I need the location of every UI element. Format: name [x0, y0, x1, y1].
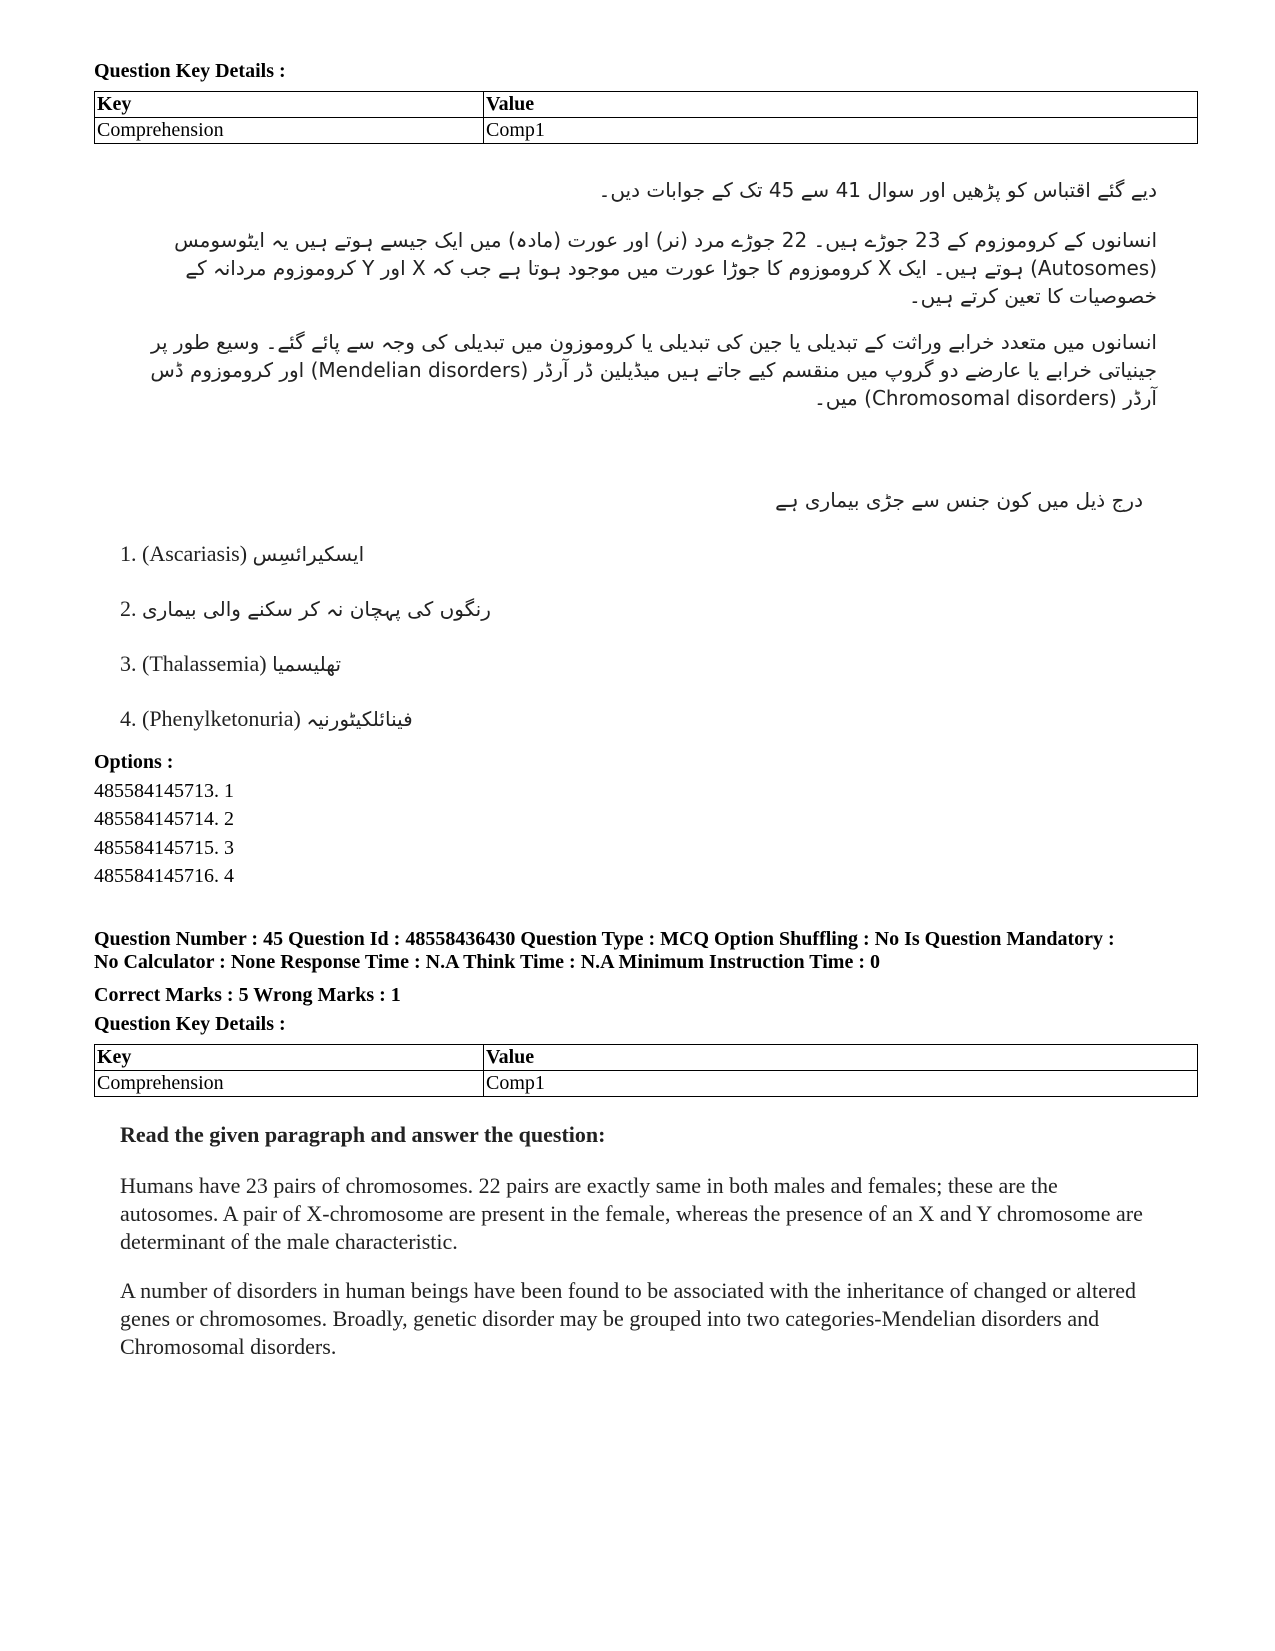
choice-number: 4. — [120, 706, 137, 731]
choice-latin: (Thalassemia) — [142, 651, 267, 676]
urdu-paragraph-2: انسانوں میں متعدد خرابے وراثت کے تبدیلی یا جین کی تبدیلی یا کروموزون میں تبدیلی کی وجہ سے پائے گئے۔ وسیع طور پر جینیاتی خرابے یا عارضے دو گروپ میں منقسم کیے جاتے ہیں میڈیلین ڈر آرڈر (Mendelian disorders) اور کروموزوم ڈس آرڈر (Chromosomal disorders) میں۔ — [150, 330, 1157, 410]
question-meta-line-2: No Calculator : None Response Time : N.A Think Time : N.A Minimum Instruction Time : 0 — [94, 951, 880, 973]
table-cell-key: Comprehension — [95, 118, 484, 144]
choice-urdu: فینائلکیٹورنیہ — [306, 707, 413, 731]
options-block — [94, 748, 234, 891]
choice-urdu: رنگوں کی پہچان نہ کر سکنے والی بیماری — [142, 597, 491, 621]
key-details-label: Question Key Details : — [94, 60, 286, 82]
urdu-instruction: دیے گئے اقتباس کو پڑھیں اور سوال 41 سے 45 تک کے جوابات دیں۔ — [598, 178, 1157, 202]
table-header-value: Value — [484, 1045, 1198, 1071]
choice-latin: (Ascariasis) — [142, 541, 248, 566]
question-meta-line-1: Question Number : 45 Question Id : 48558436430 Question Type : MCQ Option Shuffling : No Is Question Mandatory : — [94, 928, 1115, 950]
table-cell-key: Comprehension — [95, 1071, 484, 1097]
key-details-table — [94, 91, 1198, 144]
choice-latin: (Phenylketonuria) — [142, 706, 301, 731]
english-instruction: Read the given paragraph and answer the question: — [120, 1122, 606, 1147]
english-paragraph-2: A number of disorders in human beings have been found to be associated with the inheritance of changed or altered genes or chromosomes. Broadly, genetic disorder may be grouped into two categories-Mendelian disorders and Chromosomal disorders. — [120, 1278, 1136, 1359]
key-details-table — [94, 1044, 1198, 1097]
marks-line: Correct Marks : 5 Wrong Marks : 1 — [94, 984, 401, 1006]
table-header-key: Key — [95, 1045, 484, 1071]
options-label: Options : — [94, 751, 174, 773]
choice-number: 1. — [120, 541, 137, 566]
table-cell-value: Comp1 — [484, 118, 1198, 144]
choice-number: 2. — [120, 596, 137, 621]
table-row — [95, 118, 1198, 144]
key-details-label: Question Key Details : — [94, 1013, 286, 1035]
option-item: 485584145715. 3 — [94, 836, 234, 859]
option-item: 485584145716. 4 — [94, 865, 234, 887]
answer-choice — [120, 644, 491, 699]
english-paragraph-1: Humans have 23 pairs of chromosomes. 22 pairs are exactly same in both males and females; these are the autosomes. A pair of X-chromosome are present in the female, whereas the presence of an X and Y chromosome are determinant of the male characteristic. — [120, 1173, 1143, 1254]
choice-urdu: ایسکیرائسِس — [252, 542, 365, 566]
table-header-row — [95, 92, 1198, 118]
table-header-value: Value — [484, 92, 1198, 118]
option-item: 485584145714. 2 — [94, 808, 234, 830]
table-cell-value: Comp1 — [484, 1071, 1198, 1097]
choice-urdu: تھلیسمیا — [272, 652, 342, 676]
answer-choice — [120, 699, 491, 754]
urdu-paragraph-1: انسانوں کے کروموزوم کے 23 جوڑے ہیں۔ 22 جوڑے مرد (نر) اور عورت (مادہ) میں ایک جیسے ہوتے ہیں یہ ایٹوسومس (Autosomes) ہوتے ہیں۔ ایک X کروموزوم کا جوڑا عورت میں موجود ہوتا ہے جب کہ X اور Y کروموزوم مردانہ کے خصوصیات کا تعین کرتے ہیں۔ — [174, 228, 1157, 308]
answer-choice — [120, 534, 491, 589]
table-header-key: Key — [95, 92, 484, 118]
table-row — [95, 1071, 1198, 1097]
table-header-row — [95, 1045, 1198, 1071]
choice-number: 3. — [120, 651, 137, 676]
answer-choice — [120, 589, 491, 644]
answer-choices — [120, 534, 491, 754]
question-meta — [94, 928, 1115, 974]
urdu-question: درج ذیل میں کون جنس سے جڑی بیماری ہے — [775, 488, 1143, 512]
option-item: 485584145713. 1 — [94, 779, 234, 802]
